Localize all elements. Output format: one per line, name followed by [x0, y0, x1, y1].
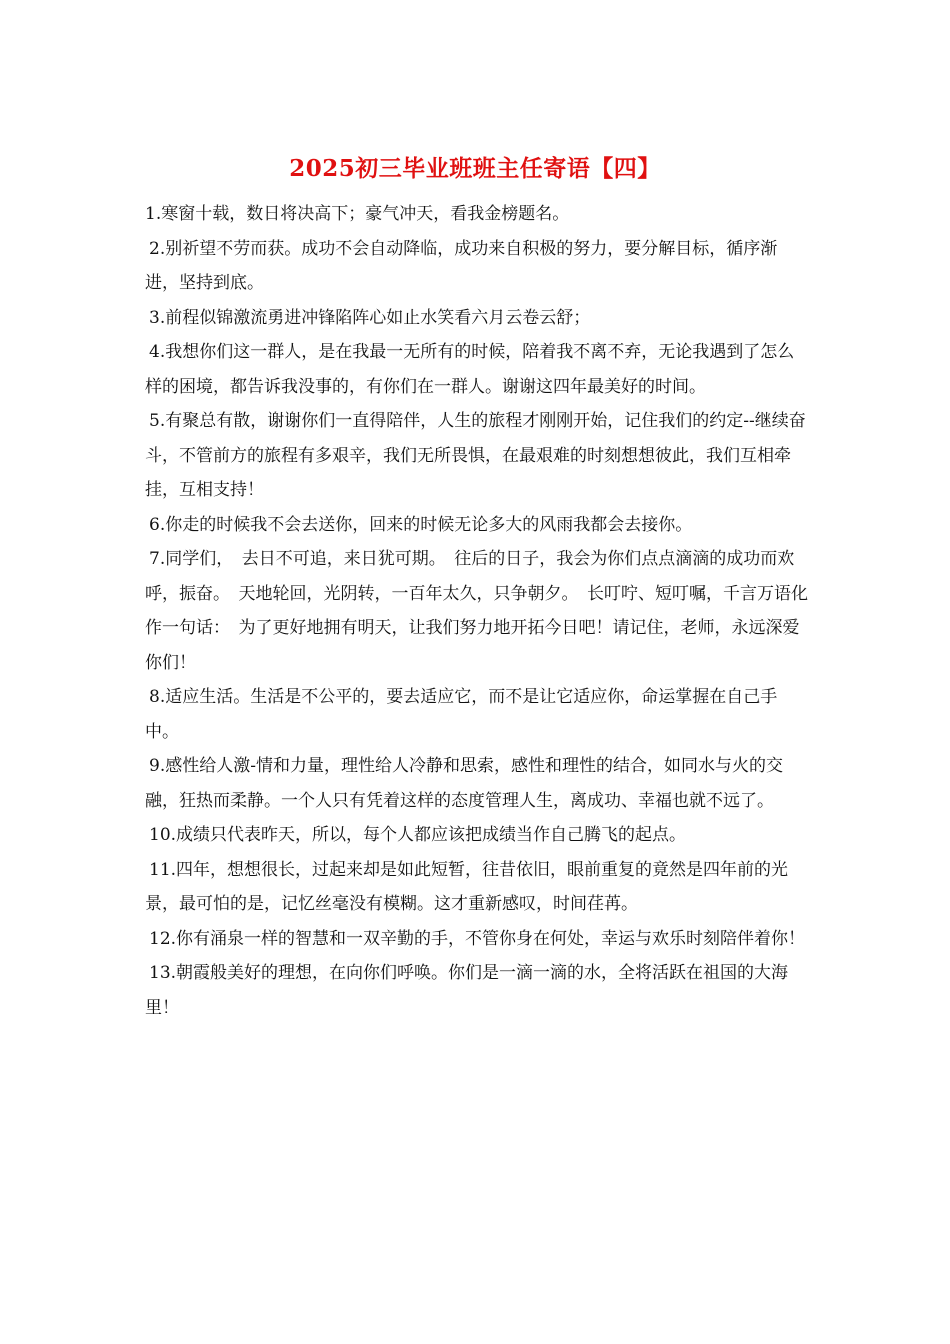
list-item: 8.适应生活。生活是不公平的，要去适应它，而不是让它适应你，命运掌握在自己手中。: [145, 687, 778, 742]
list-item: 5.有聚总有散，谢谢你们一直得陪伴，人生的旅程才刚刚开始，记住我们的约定--继续奋斗，不管前方的旅程有多艰辛，我们无所畏惧，在最艰难的时刻想想彼此，我们互相牵挂，互相支持！: [145, 411, 806, 500]
list-item: 11.四年，想想很长，过起来却是如此短暂，往昔依旧，眼前重复的竟然是四年前的光景，最可怕的是，记忆丝毫没有模糊。这才重新感叹，时间荏苒。: [145, 859, 789, 914]
list-item: 6.你走的时候我不会去送你，回来的时候无论多大的风雨我都会去接你。: [149, 514, 693, 535]
list-item: 4.我想你们这一群人，是在我最一无所有的时候，陪着我不离不弃，无论我遇到了怎么样的困境，都告诉我没事的，有你们在一群人。谢谢这四年最美好的时间。: [145, 342, 795, 397]
list-item: 12.你有涌泉一样的智慧和一双辛勤的手，不管你身在何处，幸运与欢乐时刻陪伴着你！: [149, 928, 806, 949]
document-title: 2025初三毕业班班主任寄语【四】: [289, 155, 661, 182]
document-body: [145, 197, 810, 1025]
list-item: 2.别祈望不劳而获。成功不会自动降临，成功来自积极的努力，要分解目标，循序渐进，坚持到底。: [145, 238, 778, 293]
list-item: 9.感性给人激-情和力量，理性给人冷静和思索，感性和理性的结合，如同水与火的交融，狂热而柔静。一个人只有凭着这样的态度管理人生，离成功、幸福也就不远了。: [145, 756, 783, 811]
list-item: 7.同学们， 去日不可追，来日犹可期。 往后的日子，我会为你们点点滴滴的成功而欢呼，振奋。 天地轮回，光阴转，一百年太久，只争朝夕。 长叮咛、短叮嘱，千言万语化作一句话： 为了更好地拥有明天，让我们努力地开拓今日吧！请记住，老师，永远深爱你们！: [145, 549, 808, 673]
list-item: 10.成绩只代表昨天，所以，每个人都应该把成绩当作自己腾飞的起点。: [149, 825, 687, 845]
list-item: 1.寒窗十载，数日将决高下；豪气冲天，看我金榜题名。: [145, 204, 570, 224]
list-item: 13.朝霞般美好的理想，在向你们呼唤。你们是一滴一滴的水，全将活跃在祖国的大海里！: [145, 963, 789, 1018]
list-item: 3.前程似锦激流勇进冲锋陷阵心如止水笑看六月云卷云舒；: [149, 307, 591, 328]
